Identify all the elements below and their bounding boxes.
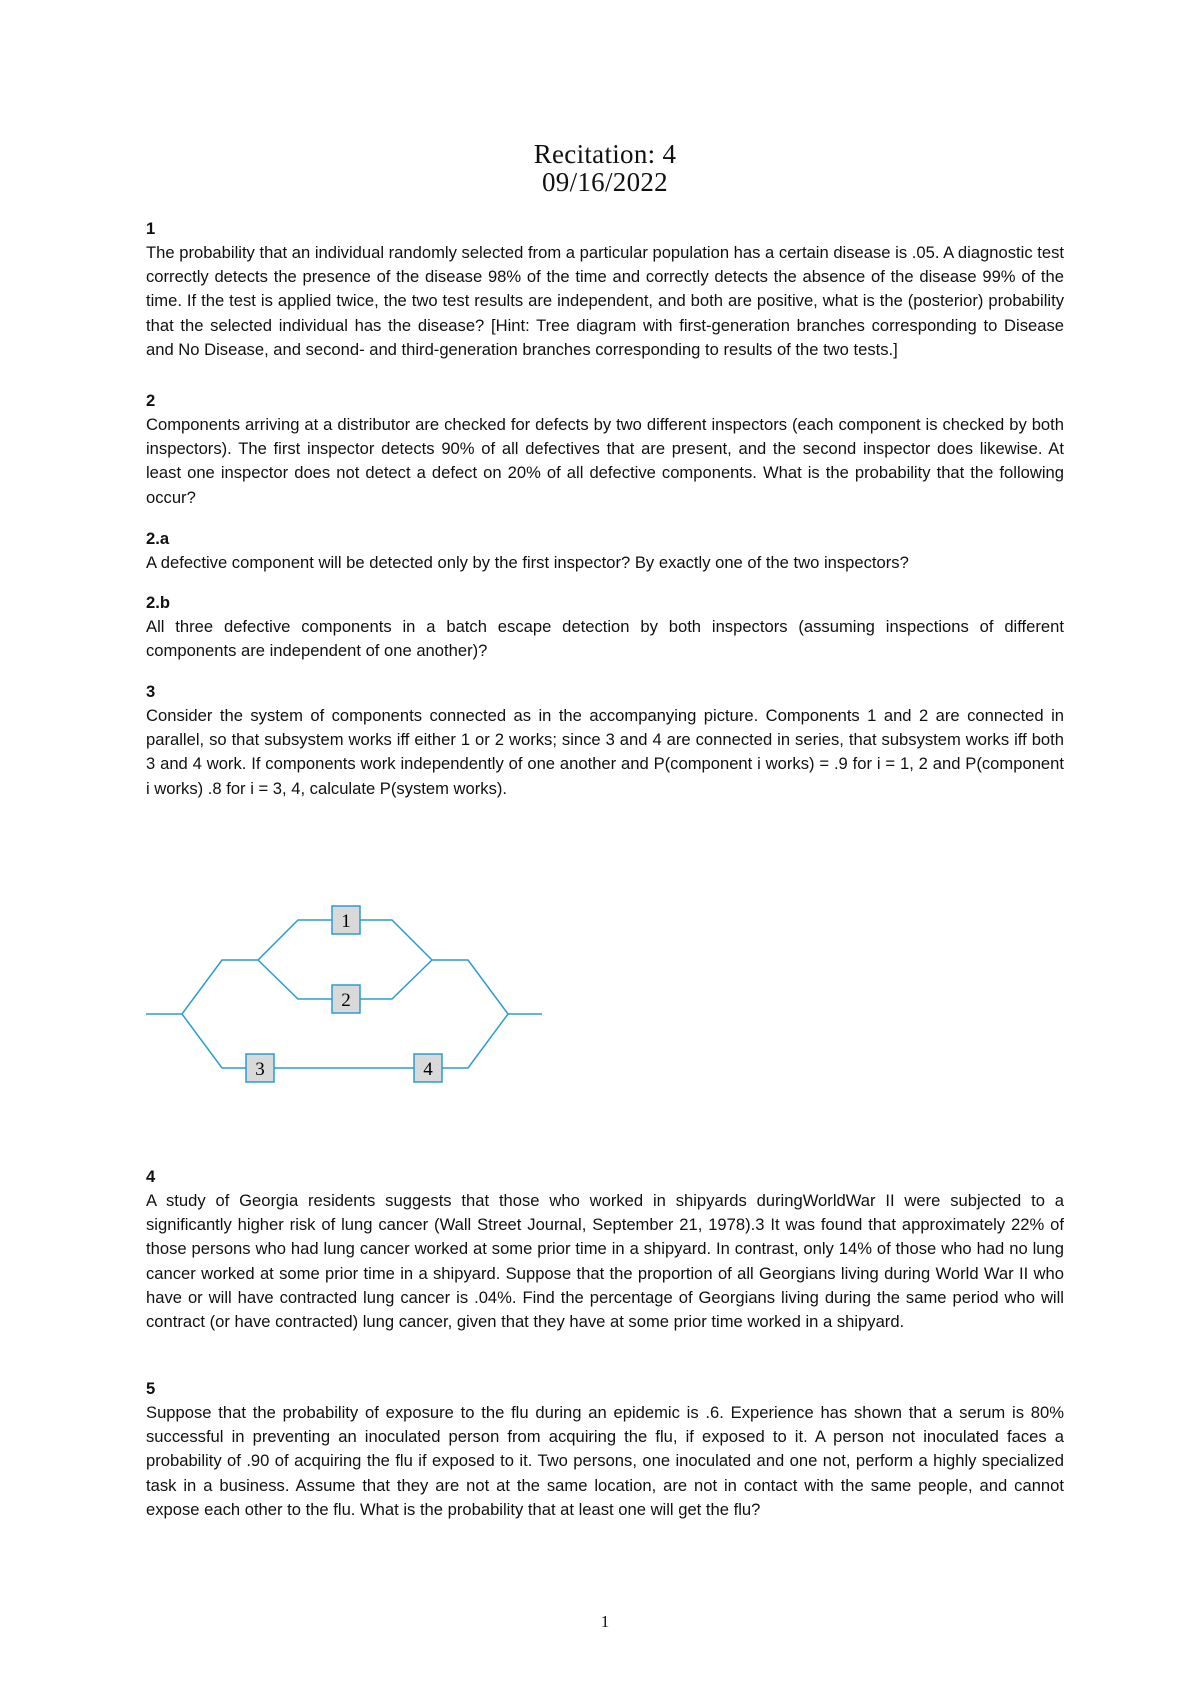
problem-number: 2 (146, 391, 156, 410)
problem-3 (146, 680, 1064, 801)
problem-number: 2.a (146, 529, 170, 548)
problem-number: 4 (146, 1167, 156, 1186)
problem-number: 2.b (146, 593, 170, 612)
problem-number: 1 (146, 219, 156, 238)
problem-text: A defective component will be detected only by the first inspector? By exactly one of the two inspectors? (146, 553, 909, 572)
problem-text: Components arriving at a distributor are checked for defects by two different inspectors (each component is checked by both inspectors). The first inspector detects 90% of all defectives that are present, and the second inspector does likewise. At least one inspector does not detect a defect on 20% of all defective components. What is the probability that the following occur? (146, 415, 1064, 507)
wire-series-left (182, 1014, 246, 1068)
wire-parallel-bottom-left (258, 960, 332, 999)
component-4 (414, 1054, 442, 1082)
problem-text: Suppose that the probability of exposure to the flu during an epidemic is .6. Experience has shown that a serum is 80% successful in preventing an inoculated person from acquiring the flu, if exposed to it. A person not inoculated faces a probability of .90 of acquiring the flu if exposed to it. Two persons, one inoculated and one not, perform a highly specialized task in a business. Assume that they are not at the same location, are not in contact with the same people, and cannot expose each other to the flu. What is the probability that at least one will get the flu? (146, 1403, 1064, 1519)
component-2 (332, 985, 360, 1013)
problem-text: The probability that an individual randomly selected from a particular population has a certain disease is .05. A diagnostic test correctly detects the presence of the disease 98% of the time and correctly detects the absence of the disease 99% of the time. If the test is applied twice, the two test results are independent, and both are positive, what is the (posterior) probability that the selected individual has the disease? [Hint: Tree diagram with first-generation branches corresponding to Disease and No Disease, and second- and third-generation branches corresponding to results of the two tests.] (146, 243, 1064, 359)
wire-series-right (442, 1014, 508, 1068)
problem-2b (146, 591, 1064, 663)
wire-parallel-bottom-right (360, 960, 432, 999)
problem-number: 3 (146, 682, 156, 701)
system-diagram (146, 890, 606, 1110)
wire-parallel-top-left (146, 920, 332, 1014)
component-3 (246, 1054, 274, 1082)
document-title: Recitation: 4 (533, 139, 677, 169)
component-label: 3 (255, 1059, 265, 1080)
wire-parallel-top-right (360, 920, 542, 1014)
component-label: 4 (423, 1059, 433, 1080)
problem-text: All three defective components in a batch escape detection by both inspectors (assuming inspections of different components are independent of one another)? (146, 617, 1064, 661)
problem-2 (146, 389, 1064, 510)
component-label: 1 (341, 911, 351, 932)
problem-5 (146, 1377, 1064, 1522)
page-number: 1 (600, 1612, 610, 1631)
problem-2a (146, 527, 1064, 575)
document-date: 09/16/2022 (541, 167, 668, 197)
problem-text: Consider the system of components connected as in the accompanying picture. Components 1 and 2 are connected in parallel, so that subsystem works iff either 1 or 2 works; since 3 and 4 are connected in series, that subsystem works iff both 3 and 4 work. If components work independently of one another and P(component i works) = .9 for i = 1, 2 and P(component i works) .8 for i = 3, 4, calculate P(system works). (146, 706, 1064, 798)
problem-number: 5 (146, 1379, 156, 1398)
component-1 (332, 906, 360, 934)
title-block (146, 140, 1064, 196)
problem-text: A study of Georgia residents suggests that those who worked in shipyards duringWorldWar II were subjected to a significantly higher risk of lung cancer (Wall Street Journal, September 21, 1978).3 It was found that approximately 22% of those persons who had lung cancer worked at some prior time in a shipyard. In contrast, only 14% of those who had no lung cancer worked at some prior time in a shipyard. Suppose that the proportion of all Georgians living during World War II who have or will have contracted lung cancer is .04%. Find the percentage of Georgians living during the same period who will contract (or have contracted) lung cancer, given that they have at some prior time worked in a shipyard. (146, 1191, 1064, 1332)
component-label: 2 (341, 990, 351, 1011)
problem-4 (146, 1165, 1064, 1334)
problem-1 (146, 217, 1064, 362)
